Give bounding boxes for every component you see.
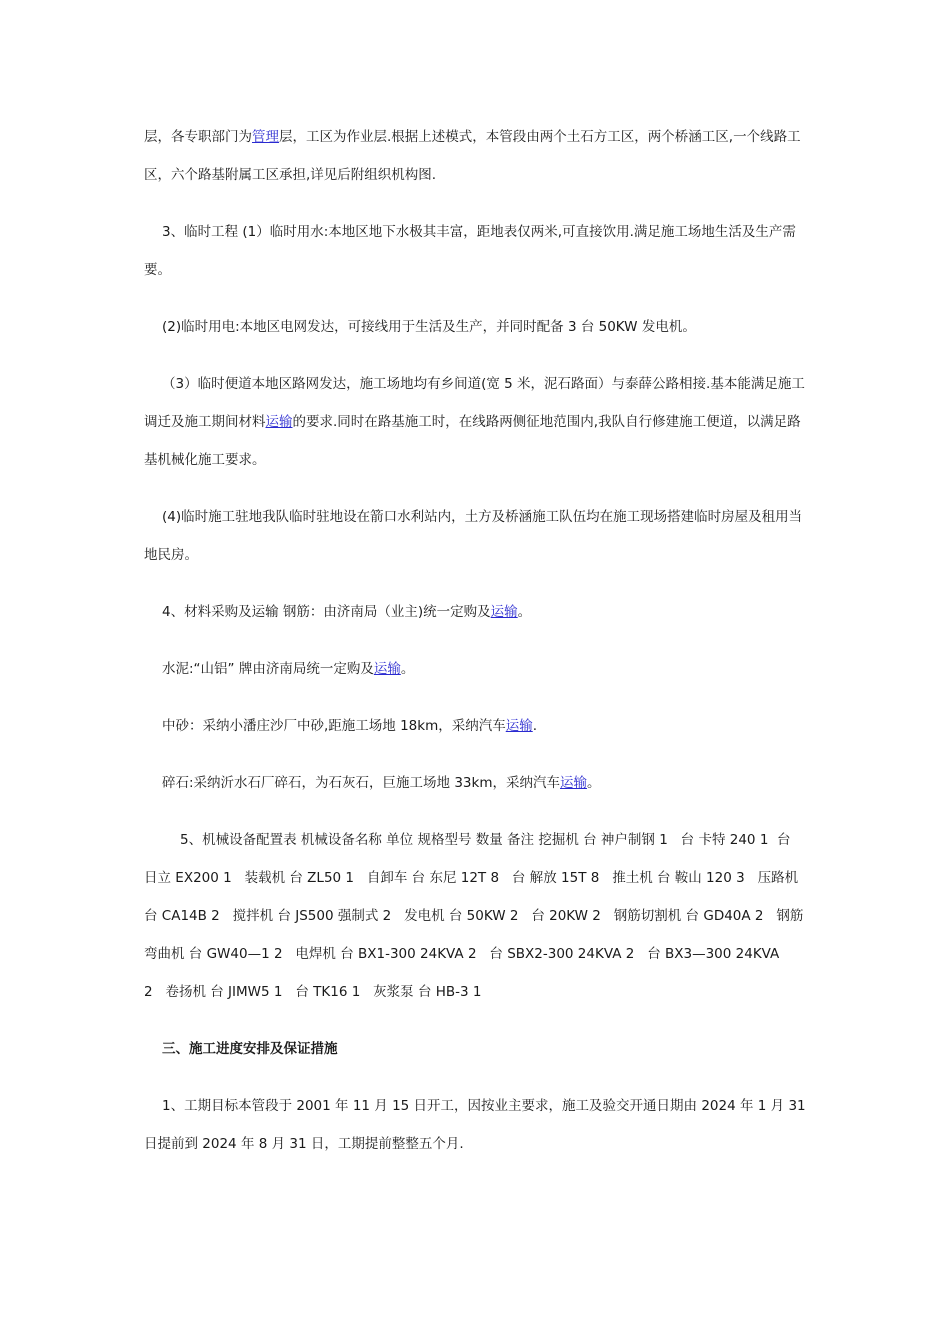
link-transport[interactable]: 运输	[505, 718, 533, 734]
text-segment: (2)临时用电:本地区电网发达，可接线用于生活及生产，并同时配备 3 台 50KW 发电机。	[162, 319, 696, 335]
paragraph-organization	[144, 118, 808, 194]
link-transport[interactable]: 运输	[373, 661, 401, 677]
paragraph-material-cement	[144, 650, 808, 688]
text-segment: 水泥:“山铝” 牌由济南局统一定购及	[162, 661, 374, 677]
text-segment: 1、工期目标本管段于 2001 年 11 月 15 日开工，因按业主要求，施工及验交开通日期由 2024 年 1 月 31 日提前到 2024 年 8 月 31 日，工期提前整整五个月.	[144, 1098, 806, 1152]
paragraph-material-sand	[144, 707, 808, 745]
paragraph-temp-road	[144, 365, 808, 479]
text-segment: 中砂：采纳小潘庄沙厂中砂,距施工场地 18km，采纳汽车	[162, 718, 506, 734]
section-heading	[144, 1030, 808, 1068]
text-segment: 。	[587, 775, 601, 791]
link-transport[interactable]: 运输	[560, 775, 587, 791]
link-transport[interactable]: 运输	[265, 414, 293, 430]
paragraph-temp-power	[144, 308, 808, 346]
text-segment: .	[532, 718, 538, 734]
text-segment: 3、临时工程 (1）临时用水:本地区地下水极其丰富，距地表仅两米,可直接饮用.满足施工场地生活及生产需要。	[144, 224, 796, 278]
text-segment: 层，各专职部门为	[144, 129, 252, 145]
text-segment: 的要求.同时在路基施工时，在线路两侧征地范围内,我队自行修建施工便道，以满足路基机械化施工要求。	[144, 414, 801, 468]
text-segment: 。	[400, 661, 415, 677]
text-segment: 。	[517, 604, 532, 620]
paragraph-material-gravel	[144, 764, 808, 802]
text-segment: 5、机械设备配置表 机械设备名称 单位 规格型号 数量 备注 挖掘机 台 神户制钢 1 台 卡特 240 1 台 日立 EX200 1 装载机 台 ZL50 1 自卸车 台 东尼 12T 8 台 解放 15T 8 推土机 台 鞍山 120 3 压路机 台 CA14B 2 搅拌机 台 JS500 强制式 2 发电机 台 50KW 2 台 20KW 2 钢筋切割机 台 GD40A 2 钢筋弯曲机 台 GW40—1 2 电焊机 台 BX1-300 24KVA 2 台 SBX2-300 24KVA 2 台 BX3—300 24KVA 2 卷扬机 台 JIMW5 1 台 TK16 1 灰浆泵 台 HB-3 1	[144, 832, 804, 1000]
link-management[interactable]: 管理	[252, 129, 279, 145]
text-segment: （3）临时便道本地区路网发达，施工场地均有乡间道(宽 5 米，泥石路面）与泰薛公路相接.基本能满足施工调迁及施工期间材料	[144, 376, 805, 430]
paragraph-schedule	[144, 1087, 808, 1163]
paragraph-material-steel	[144, 593, 808, 631]
paragraph-temp-camp	[144, 498, 808, 574]
text-segment: 4、材料采购及运输 钢筋：由济南局（业主)统一定购及	[162, 604, 491, 620]
text-segment: (4)临时施工驻地我队临时驻地设在箭口水利站内，土方及桥涵施工队伍均在施工现场搭建临时房屋及租用当地民房。	[144, 509, 803, 563]
paragraph-equipment-list	[144, 821, 808, 1011]
paragraph-temp-water	[144, 213, 808, 289]
text-segment: 三、施工进度安排及保证措施	[162, 1041, 338, 1057]
text-segment: 碎石:采纳沂水石厂碎石，为石灰石，巨施工场地 33km，采纳汽车	[162, 775, 560, 791]
text-segment: 层，工区为作业层.根据上述模式，本管段由两个土石方工区，两个桥涵工区,一个线路工区，六个路基附属工区承担,详见后附组织机构图.	[144, 129, 801, 183]
document-page	[144, 118, 808, 1182]
link-transport[interactable]: 运输	[490, 604, 518, 620]
